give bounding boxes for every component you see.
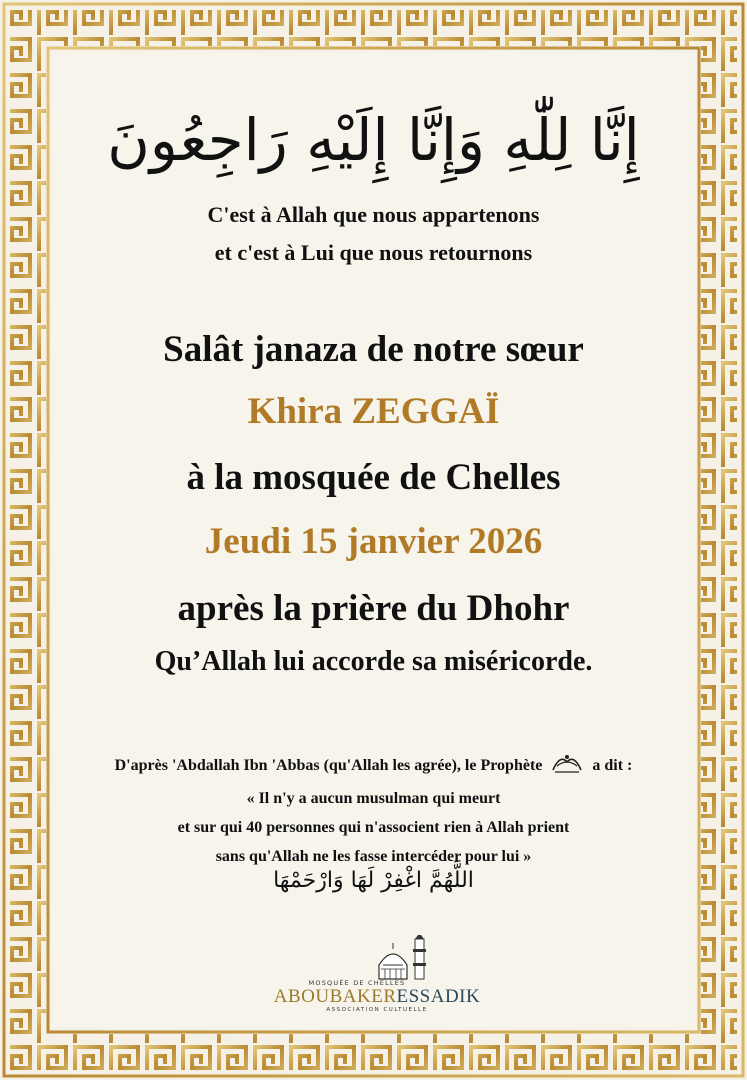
deceased-name: Khira ZEGGAÏ — [247, 391, 500, 432]
logo-name — [267, 986, 487, 1008]
date: Jeudi 15 janvier 2026 — [204, 521, 543, 562]
hadith-line-2: et sur qui 40 personnes qui n'associent rien à Allah prient — [177, 819, 570, 836]
time: après la prière du Dhohr — [177, 588, 570, 629]
hadith-line-3: sans qu'Allah ne les fasse intercéder pour lui » — [215, 848, 532, 865]
logo-bottom-text: ASSOCIATION CULTUELLE — [326, 1007, 428, 1013]
mosque-logo — [267, 935, 487, 1013]
hadith-intro-end: a dit : — [592, 757, 633, 774]
logo-name-part1: ABOUBAKER — [273, 986, 397, 1007]
salawat-seal-icon — [550, 750, 584, 776]
logo-top-text: MOSQUÉE DE CHELLES — [308, 979, 406, 987]
mercy-prayer: Qu’Allah lui accorde sa miséricorde. — [154, 646, 593, 677]
hadith-intro-text: D'après 'Abdallah Ibn 'Abbas (qu'Allah les agrée), le Prophète — [114, 757, 543, 774]
arabic-verse: إِنَّا لِلّٰهِ وَإِنَّا إِلَيْهِ رَاجِعُونَ — [107, 106, 640, 174]
place: à la mosquée de Chelles — [186, 457, 561, 498]
translation-line-1: C'est à Allah que nous appartenons — [207, 202, 540, 227]
arabic-dua: اللَّهُمَّ اغْفِرْ لَهَا وَارْحَمْهَا — [273, 868, 474, 893]
translation-line-2: et c'est à Lui que nous retournons — [214, 240, 533, 265]
logo-name-part2: ESSADIK — [396, 986, 481, 1007]
announcement-line: Salât janaza de notre sœur — [163, 329, 584, 370]
hadith-intro — [60, 750, 687, 776]
hadith-line-1: « Il n'y a aucun musulman qui meurt — [246, 790, 501, 807]
mosque-icon — [267, 935, 487, 983]
poster-content — [60, 60, 687, 1020]
